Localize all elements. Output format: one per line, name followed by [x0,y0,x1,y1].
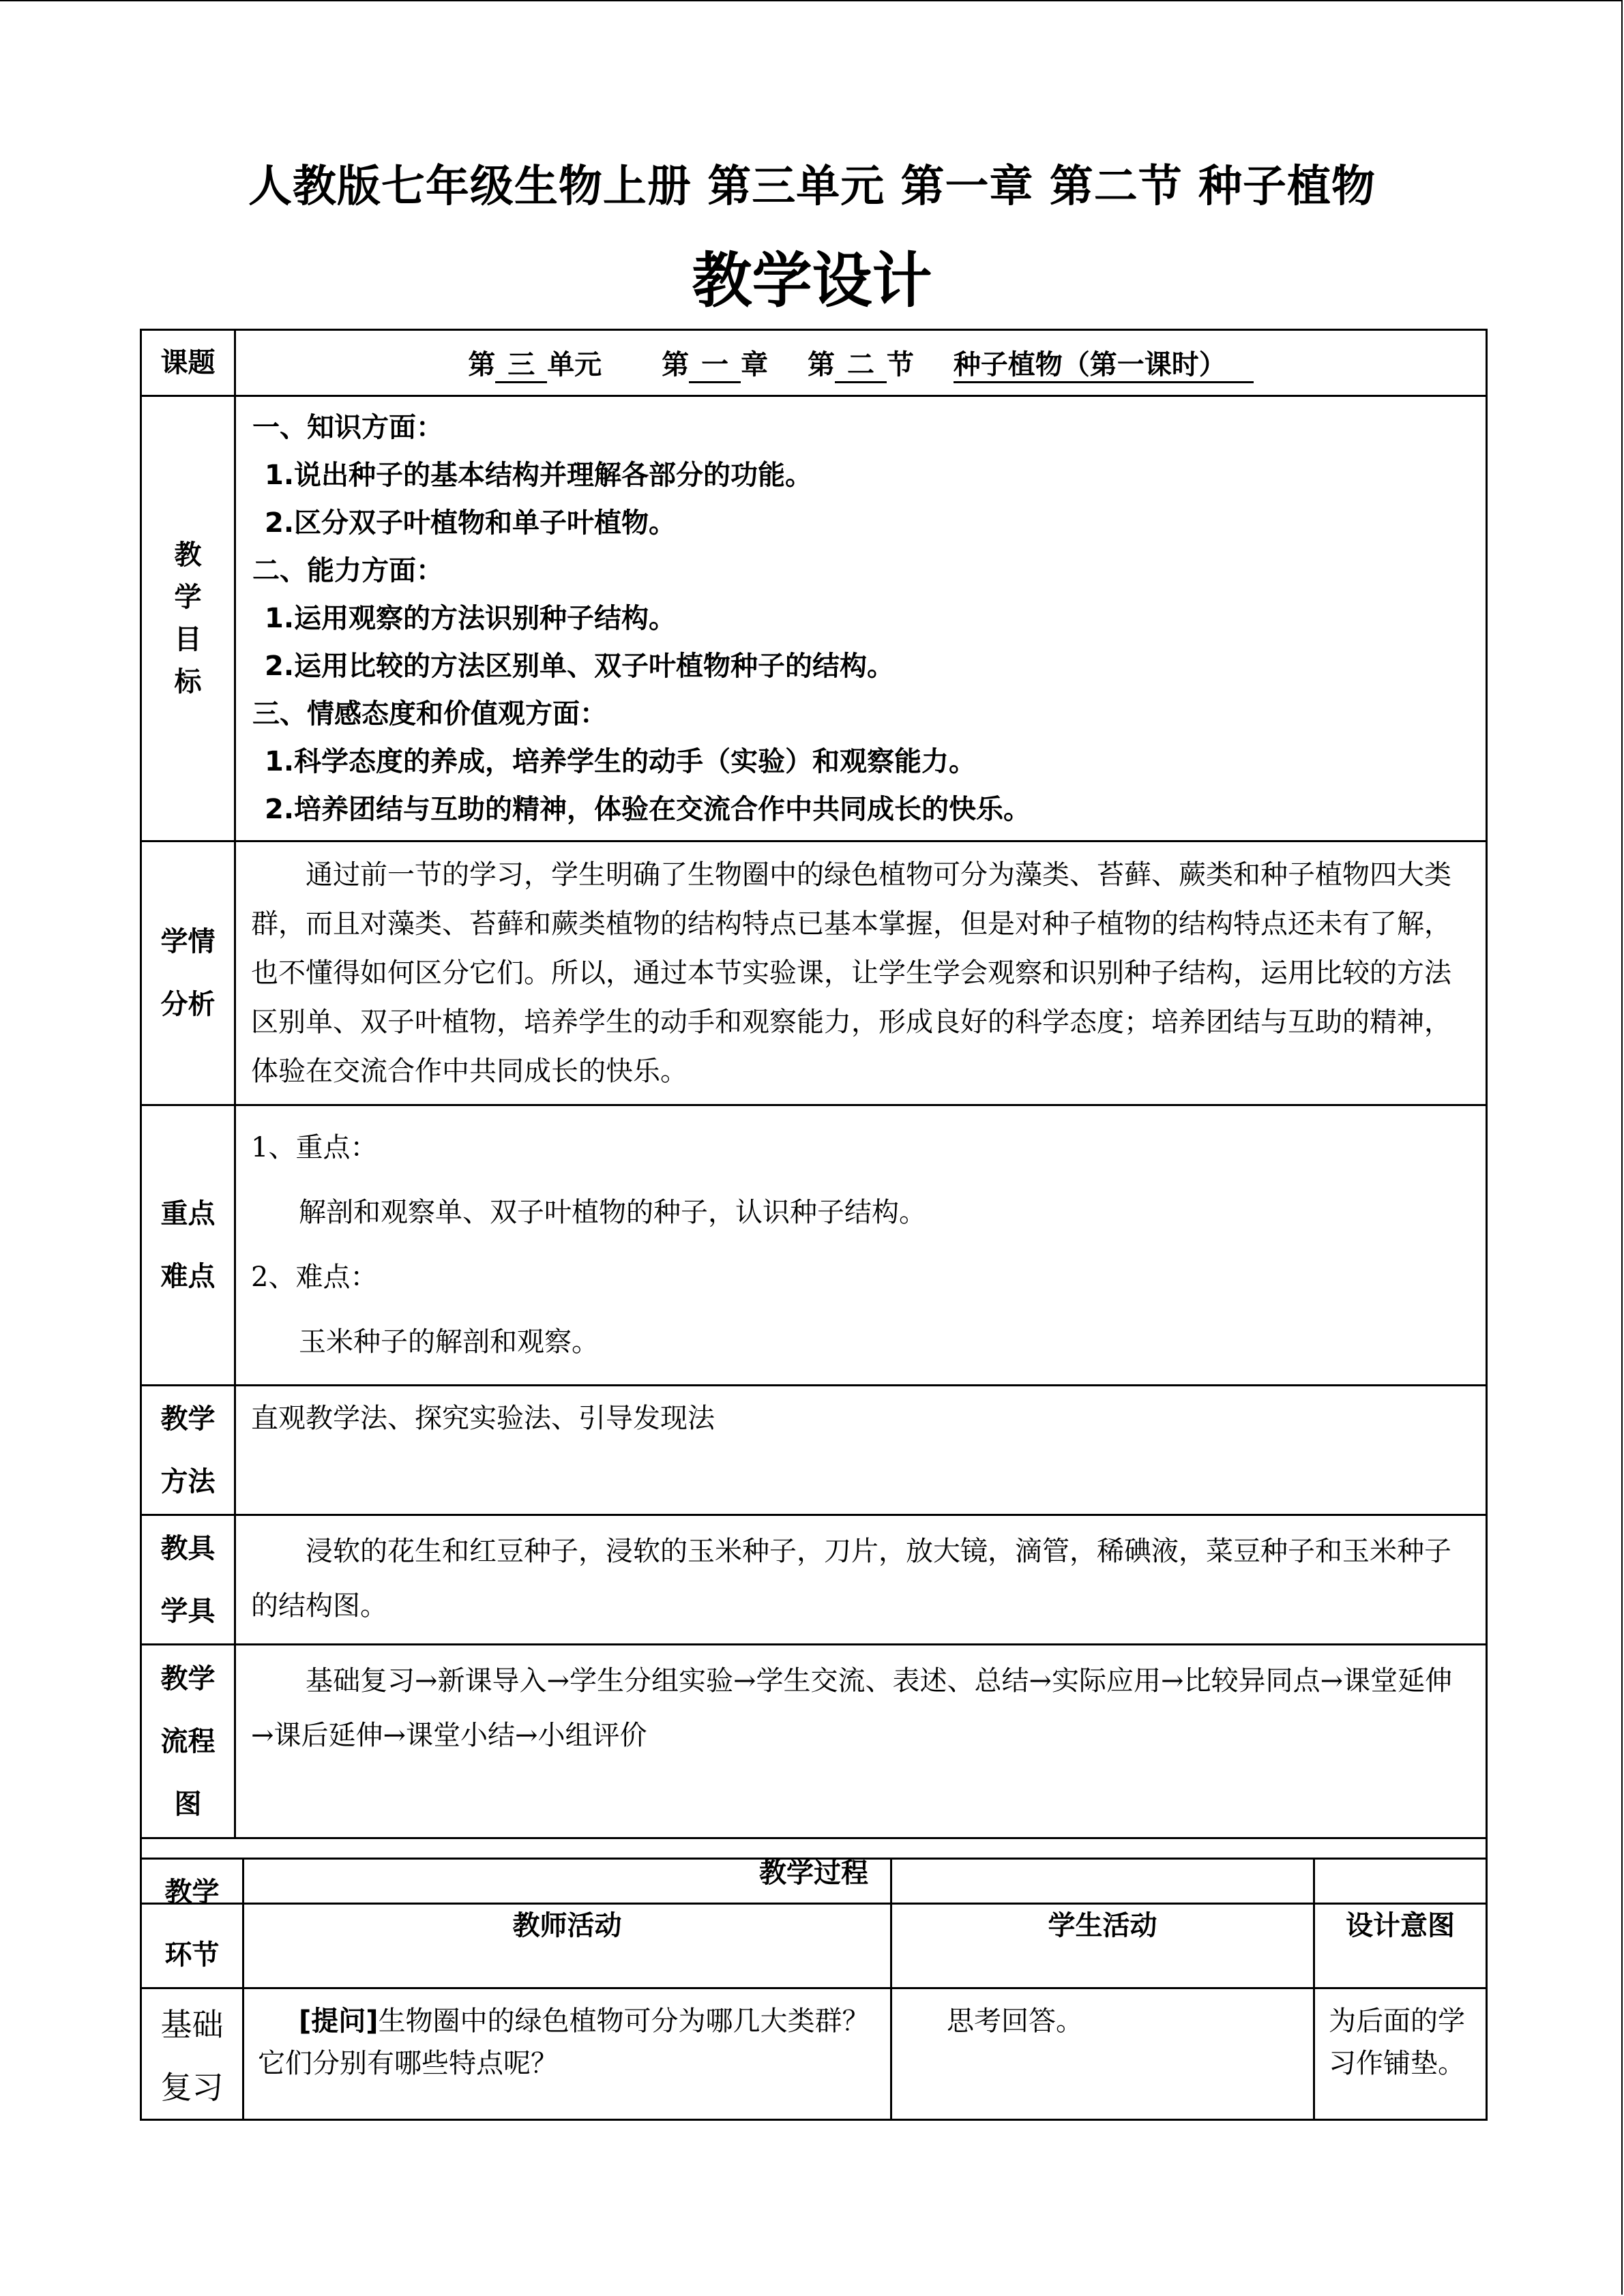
difficulty-heading: 2、难点： [251,1262,378,1293]
teacher-activity-text: 生物圈中的绿色植物可分为哪几大类群？它们分别有哪些特点呢？ [258,2006,870,2079]
stage-line: 基础 [160,2006,224,2043]
keypoints-label-line: 难点 [160,1261,216,1292]
table-row [141,1988,1487,2120]
flow-label [141,1645,235,1838]
goals-label-char: 学 [174,582,202,613]
keypoints-label [141,1105,235,1386]
goal-heading-knowledge: 一、知识方面： [252,412,443,443]
analysis-label-line: 分析 [160,989,216,1020]
tools-label [141,1515,235,1645]
lesson-title: 种子植物（第一课时） [954,348,1254,383]
goal-heading-attitude: 三、情感态度和价值观方面： [252,698,607,730]
unit-value: 三 [495,348,547,383]
col-stage-line: 教学 [164,1876,220,1908]
goals-label-char: 教 [174,539,202,571]
document-subtitle: 教学设计 [692,245,932,316]
section-prefix: 第 [807,348,835,381]
unit-suffix: 单元 [547,348,602,381]
goal-item: 1.运用观察的方法识别种子结构。 [265,603,677,634]
stage-cell [141,1988,243,2120]
col-teacher-header: 教师活动 [243,1859,891,1988]
student-activity: 思考回答。 [891,1988,1314,2120]
goal-item: 1.科学态度的养成，培养学生的动手（实验）和观察能力。 [265,746,977,777]
stage-line: 复习 [160,2069,224,2106]
goals-label-char: 标 [174,666,202,698]
goal-item: 2.区分双子叶植物和单子叶植物。 [265,507,677,539]
methods-label-line: 方法 [160,1465,216,1497]
section-suffix: 节 [886,348,914,381]
keypoints-label-line: 重点 [160,1198,216,1229]
flow-label-line: 流程 [160,1725,216,1757]
goal-item: 1.说出种子的基本结构并理解各部分的功能。 [265,460,813,491]
topic-label: 课题 [141,330,235,396]
process-section-title: 教学过程 [141,1838,1487,1904]
unit-prefix: 第 [468,348,496,381]
goal-item: 2.运用比较的方法区别单、双子叶植物种子的结构。 [265,651,895,682]
keypoints-content [235,1105,1487,1386]
question-tag: [提问] [299,2006,379,2037]
methods-row [141,1386,1487,1515]
flow-row [141,1645,1487,1838]
goals-label-char: 目 [174,624,202,655]
keypoints-row [141,1105,1487,1386]
goal-item: 2.培养团结与互助的精神，体验在交流合作中共同成长的快乐。 [265,794,1031,825]
lesson-info-table [140,329,1488,1905]
col-intent-header: 设计意图 [1314,1859,1487,1988]
chapter-value: 一 [689,348,741,383]
topic-row [141,330,1487,396]
design-intent: 为后面的学习作铺垫。 [1314,1988,1487,2120]
flow-label-line: 教学 [160,1663,216,1695]
methods-label [141,1386,235,1515]
focus-heading: 1、重点： [251,1132,378,1163]
col-stage-line: 环节 [164,1939,220,1971]
analysis-label-line: 学情 [160,926,216,957]
tools-label-line: 学具 [160,1595,216,1627]
analysis-text: 通过前一节的学习，学生明确了生物圈中的绿色植物可分为藻类、苔藓、蕨类和种子植物四大类群，而且对藻类、苔藓和蕨类植物的结构特点已基本掌握，但是对种子植物的结构特点还未有了解，也不懂得如何区分它们。所以，通过本节实验课，让学生学会观察和识别种子结构，运用比较的方法区别单、双子叶植物，培养学生的动手和观察能力，形成良好的科学态度；培养团结与互助的精神，体验在交流合作中共同成长的快乐。 [235,841,1487,1105]
goals-label [141,396,235,841]
tools-text: 浸软的花生和红豆种子，浸软的玉米种子，刀片，放大镜，滴管，稀碘液，菜豆种子和玉米种子的结构图。 [235,1515,1487,1645]
chapter-suffix: 章 [741,348,769,381]
goals-content [235,396,1487,841]
methods-text: 直观教学法、探究实验法、引导发现法 [235,1386,1487,1515]
focus-text: 解剖和观察单、双子叶植物的种子，认识种子结构。 [299,1197,926,1228]
flow-label-line: 图 [174,1788,202,1820]
flow-text: 基础复习→新课导入→学生分组实验→学生交流、表述、总结→实际应用→比较异同点→课堂延伸→课后延伸→课堂小结→小组评价 [235,1645,1487,1838]
section-value: 二 [835,348,887,383]
analysis-label [141,841,235,1105]
goals-row [141,396,1487,841]
goal-heading-ability: 二、能力方面： [252,555,443,586]
topic-content [235,330,1487,396]
analysis-row [141,841,1487,1105]
chapter-prefix: 第 [662,348,690,381]
tools-row [141,1515,1487,1645]
document-title: 人教版七年级生物上册 第三单元 第一章 第二节 种子植物 [248,162,1376,212]
col-student-header: 学生活动 [891,1859,1314,1988]
teacher-activity [243,1988,891,2120]
col-stage-header [141,1859,243,1988]
difficulty-text: 玉米种子的解剖和观察。 [299,1326,599,1358]
process-table [140,1858,1488,2121]
process-header-row [141,1859,1487,1988]
methods-label-line: 教学 [160,1403,216,1435]
tools-label-line: 教具 [160,1532,216,1564]
